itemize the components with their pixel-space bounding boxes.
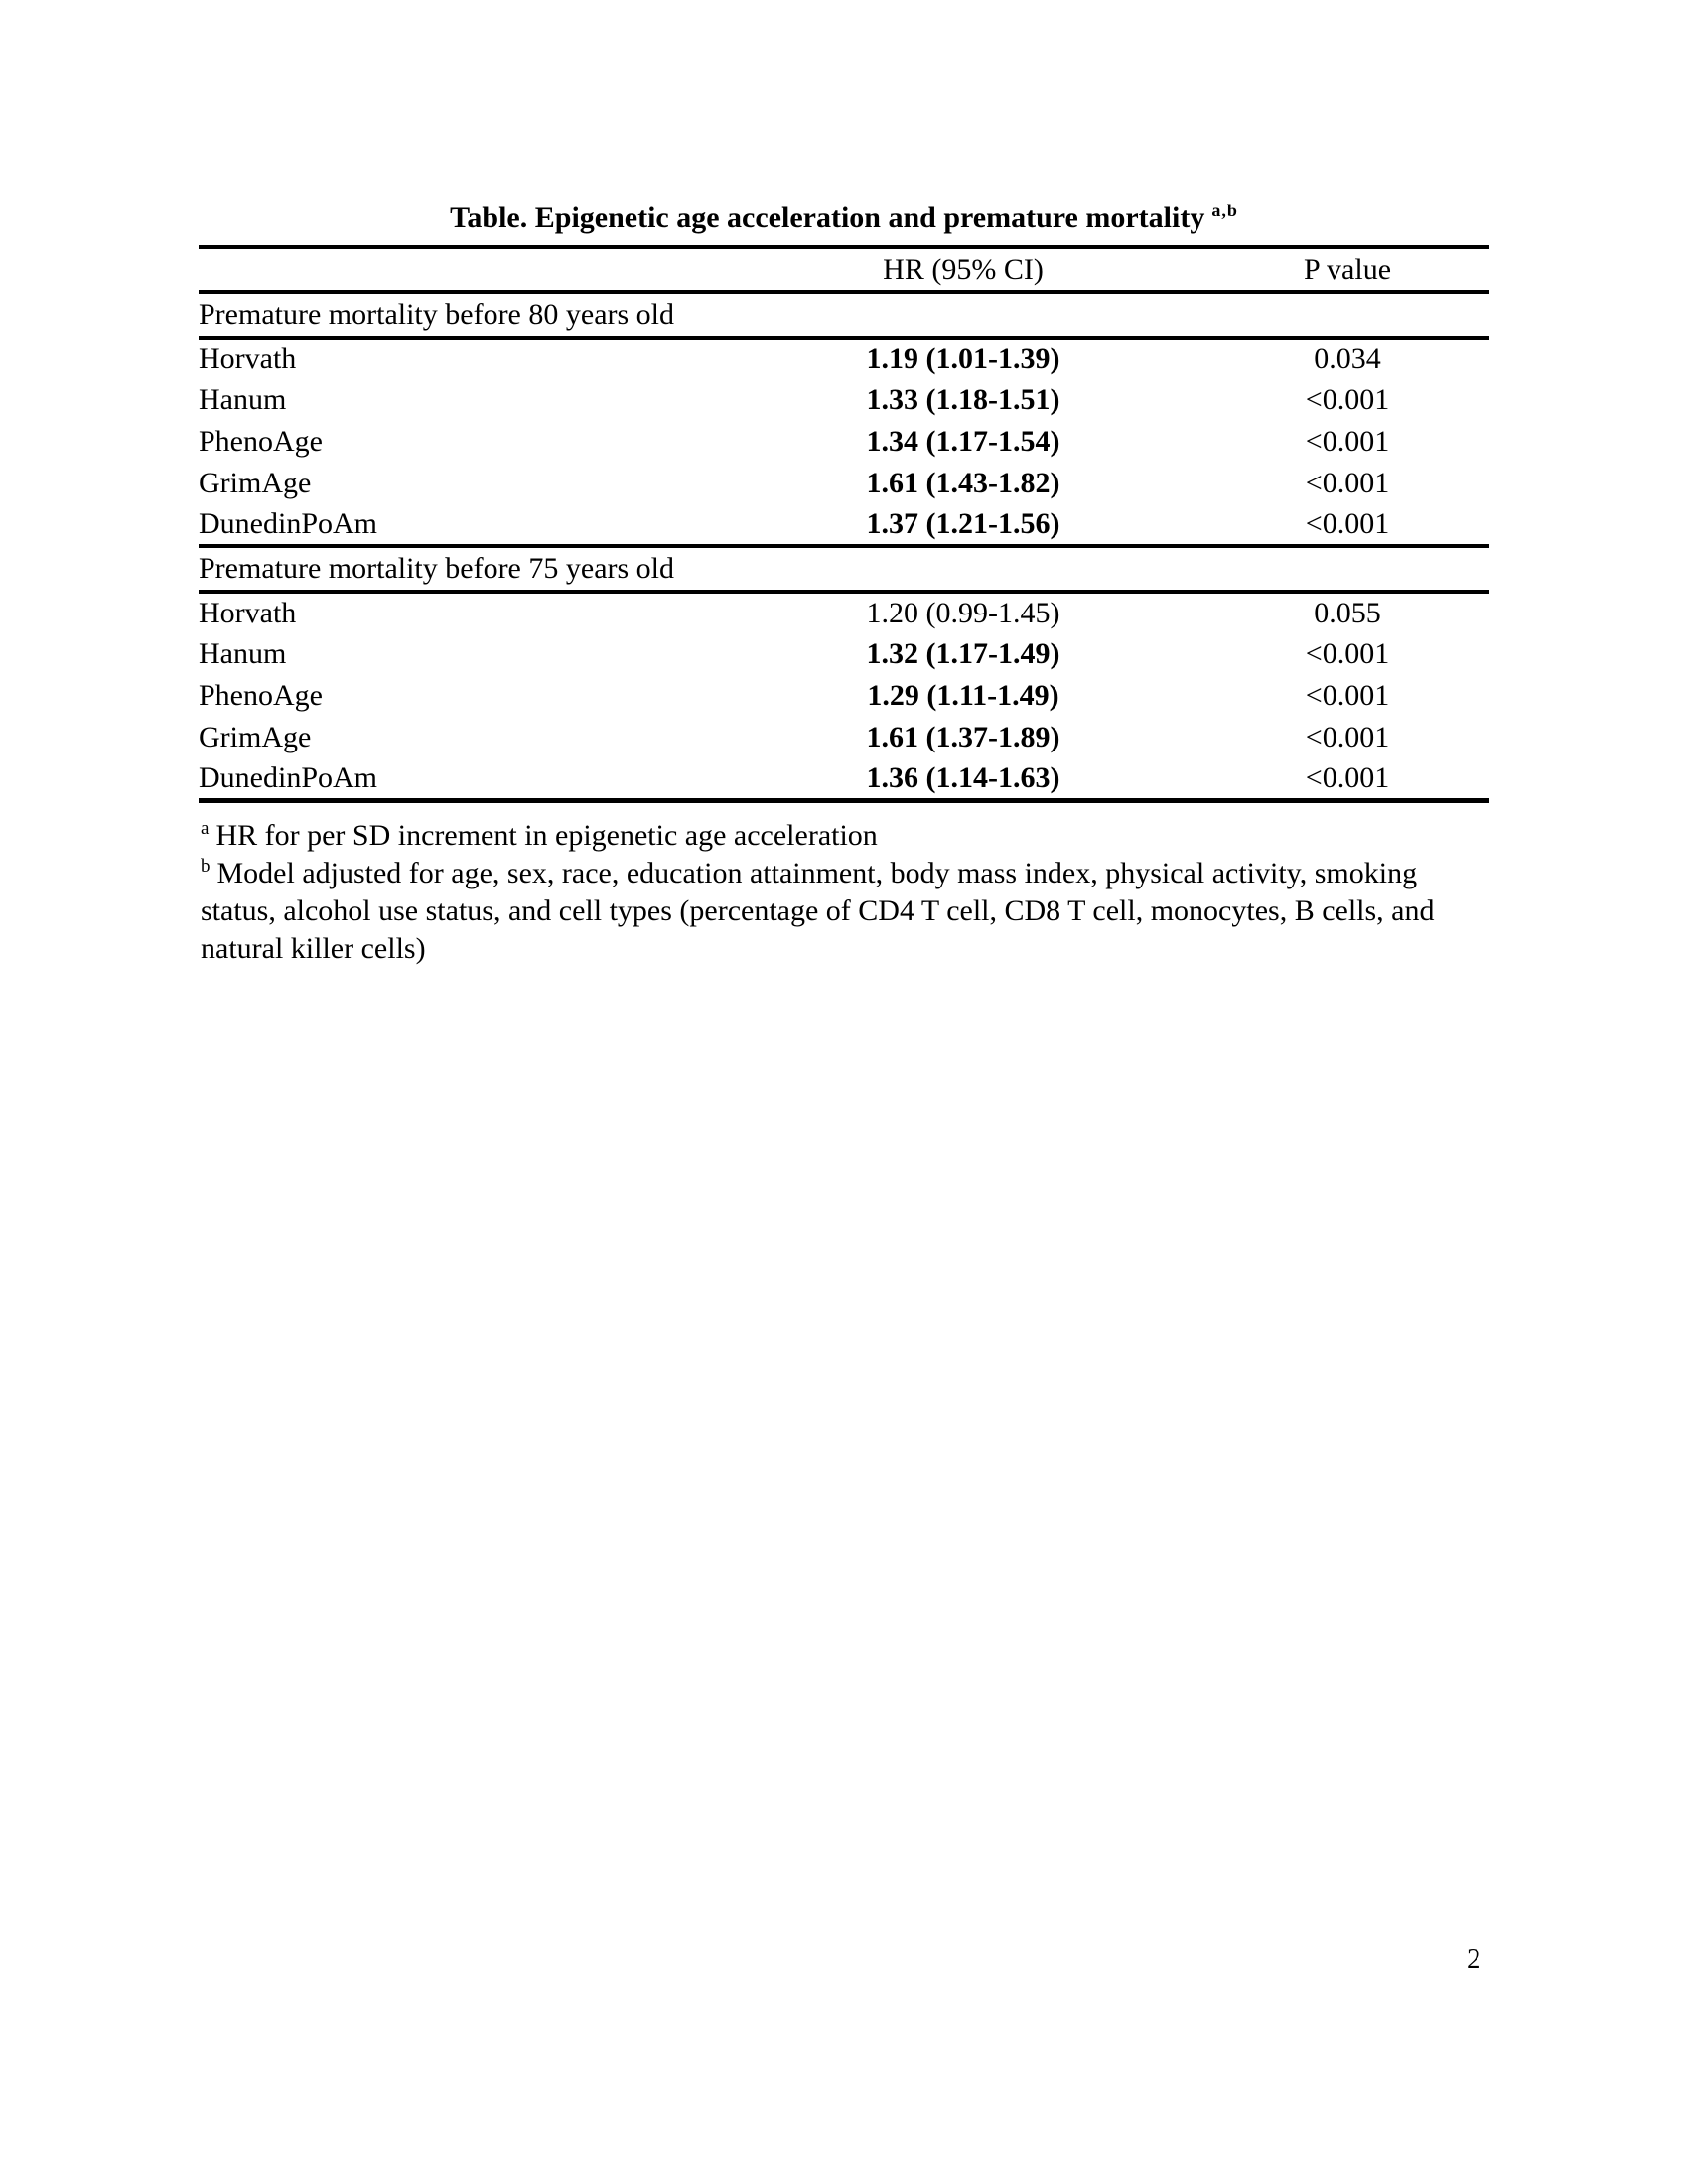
- footnote-a-text: HR for per SD increment in epigenetic age acceleration: [215, 819, 878, 852]
- header-hr-ci: HR (95% CI): [883, 252, 1044, 286]
- p-value: <0.001: [1305, 425, 1390, 458]
- row-label: PhenoAge: [199, 425, 323, 458]
- table-row: [199, 338, 1489, 379]
- header-empty-cell: [199, 247, 721, 292]
- table-footnotes: [201, 817, 1491, 968]
- table-row: [199, 504, 1489, 546]
- row-label: DunedinPoAm: [199, 507, 377, 540]
- row-label: PhenoAge: [199, 679, 323, 712]
- table-row: [199, 421, 1489, 463]
- table-title-text: Table. Epigenetic age acceleration and premature mortality: [450, 202, 1205, 234]
- row-label: GrimAge: [199, 721, 312, 753]
- p-value: <0.001: [1305, 507, 1390, 540]
- p-value: 0.034: [1314, 342, 1381, 375]
- footnote-a-marker: a: [201, 818, 210, 839]
- section-header-label: Premature mortality before 75 years old: [199, 552, 675, 585]
- section-header-80: [199, 292, 1489, 338]
- row-label: Horvath: [199, 342, 297, 375]
- hr-value: 1.36 (1.14-1.63): [866, 760, 1060, 794]
- table-title-footnote-markers: a,b: [1211, 201, 1238, 220]
- p-value: <0.001: [1305, 679, 1390, 712]
- footnote-b: [201, 855, 1491, 968]
- table-row: [199, 633, 1489, 675]
- section-header-75: [199, 546, 1489, 592]
- results-table: [199, 245, 1489, 803]
- p-value: 0.055: [1314, 597, 1381, 629]
- footnote-b-text: Model adjusted for age, sex, race, education attainment, body mass index, physical activity, smoking status, alcohol use status, and cell types (percentage of CD4 T cell, CD8 T cell, monocytes, B cells, and natural killer cells): [201, 857, 1435, 965]
- row-label: Horvath: [199, 597, 297, 629]
- table-row: [199, 592, 1489, 633]
- p-value: <0.001: [1305, 467, 1390, 499]
- hr-value: 1.37 (1.21-1.56): [866, 507, 1060, 540]
- hr-value: 1.61 (1.43-1.82): [866, 467, 1060, 499]
- table-row: [199, 717, 1489, 758]
- table-row: [199, 463, 1489, 504]
- hr-value: 1.19 (1.01-1.39): [866, 342, 1060, 375]
- hr-value: 1.61 (1.37-1.89): [866, 721, 1060, 753]
- row-label: Hanum: [199, 637, 287, 670]
- p-value: <0.001: [1305, 760, 1390, 794]
- hr-value: 1.20 (0.99-1.45): [866, 597, 1060, 629]
- row-label: Hanum: [199, 383, 287, 416]
- page-number: 2: [1467, 1943, 1481, 1975]
- footnote-b-marker: b: [201, 856, 211, 877]
- table-row: [199, 758, 1489, 800]
- hr-value: 1.29 (1.11-1.49): [867, 679, 1059, 712]
- table-row: [199, 675, 1489, 717]
- header-p-value: P value: [1303, 252, 1392, 286]
- section-header-label: Premature mortality before 80 years old: [199, 298, 675, 331]
- row-label: GrimAge: [199, 467, 312, 499]
- p-value: <0.001: [1305, 721, 1390, 753]
- p-value: <0.001: [1305, 637, 1390, 670]
- p-value: <0.001: [1305, 383, 1390, 416]
- hr-value: 1.34 (1.17-1.54): [866, 425, 1060, 458]
- table-row: [199, 379, 1489, 421]
- footnote-a: [201, 817, 1491, 855]
- table-title: [199, 201, 1489, 235]
- hr-value: 1.32 (1.17-1.49): [866, 637, 1060, 670]
- row-label: DunedinPoAm: [199, 760, 377, 794]
- hr-value: 1.33 (1.18-1.51): [866, 383, 1060, 416]
- table-header-row: [199, 247, 1489, 292]
